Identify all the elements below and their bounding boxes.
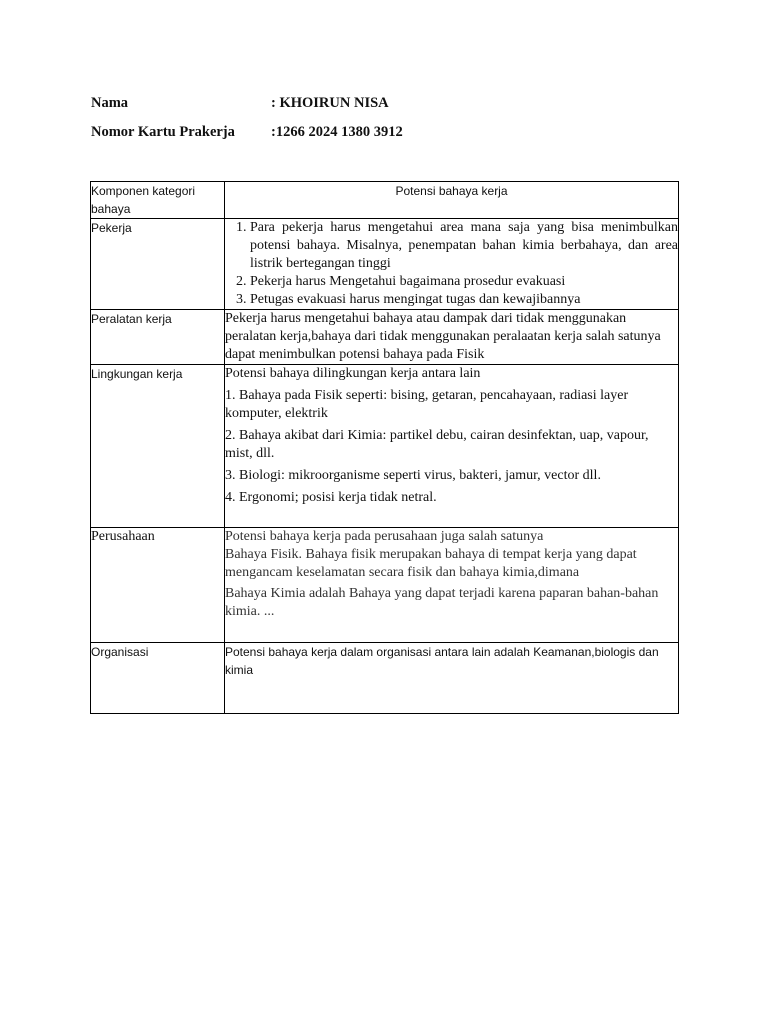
- hazard-list: [225, 219, 678, 309]
- name-label: Nama: [91, 95, 129, 111]
- table-row: [91, 643, 679, 714]
- category-cell: Perusahaan: [91, 528, 225, 643]
- list-item: 2. Pekerja harus Mengetahui bagaimana prosedur evakuasi: [250, 273, 678, 291]
- name-value: : KHOIRUN NISA: [271, 95, 389, 111]
- table-header-row: [91, 182, 679, 219]
- table-row: [91, 310, 679, 365]
- hazard-text: Pekerja harus mengetahui bahaya atau dampak dari tidak menggunakan peralatan kerja,bahaya dari tidak menggunakan peralaatan kerja salah satunya dapat menimbulkan potensi bahaya pada Fisik: [225, 311, 661, 362]
- category-cell: Lingkungan kerja: [91, 365, 225, 528]
- table-row: [91, 528, 679, 643]
- card-number-value: :1266 2024 1380 3912: [271, 124, 403, 140]
- hazard-cell: [225, 528, 679, 643]
- category-cell: Peralatan kerja: [91, 310, 225, 365]
- table-row: [91, 365, 679, 528]
- list-item: 1. Para pekerja harus mengetahui area mana saja yang bisa menimbulkan potensi bahaya. Misalnya, penempatan bahan kimia berbahaya, dan area listrik bertegangan tinggi: [250, 219, 678, 273]
- hazard-point: 2. Bahaya akibat dari Kimia: partikel debu, cairan desinfektan, uap, vapour, mist, dll.: [225, 428, 649, 461]
- category-cell: Organisasi: [91, 643, 225, 714]
- col-header-category: Komponen kategori bahaya: [91, 182, 225, 219]
- hazard-point: 3. Biologi: mikroorganisme seperti virus, bakteri, jamur, vector dll.: [225, 468, 601, 483]
- card-number-label: Nomor Kartu Prakerja: [91, 124, 235, 140]
- hazard-table: [90, 181, 679, 714]
- list-item: 3. Petugas evakuasi harus mengingat tugas dan kewajibannya: [250, 291, 678, 309]
- hazard-text: Bahaya Kimia adalah Bahaya yang dapat terjadi karena paparan bahan-bahan kimia. ...: [225, 586, 659, 619]
- hazard-point: 4. Ergonomi; posisi kerja tidak netral.: [225, 490, 437, 505]
- hazard-text: Potensi bahaya kerja pada perusahaan juga salah satunya: [225, 529, 544, 544]
- hazard-cell: [225, 310, 679, 365]
- hazard-point: 1. Bahaya pada Fisik seperti: bising, getaran, pencahayaan, radiasi layer komputer, elektrik: [225, 388, 629, 421]
- hazard-intro: Potensi bahaya dilingkungan kerja antara lain: [225, 366, 481, 381]
- col-header-potential: Potensi bahaya kerja: [225, 182, 679, 219]
- table-row: [91, 219, 679, 310]
- hazard-text: Potensi bahaya kerja dalam organisasi antara lain adalah Keamanan,biologis dan kimia: [225, 645, 659, 677]
- hazard-text: Bahaya Fisik. Bahaya fisik merupakan bahaya di tempat kerja yang dapat mengancam keselamatan secara fisik dan bahaya kimia,dimana: [225, 547, 637, 580]
- hazard-cell: [225, 219, 679, 310]
- hazard-cell: [225, 643, 679, 714]
- category-cell: Pekerja: [91, 219, 225, 310]
- hazard-cell: [225, 365, 679, 528]
